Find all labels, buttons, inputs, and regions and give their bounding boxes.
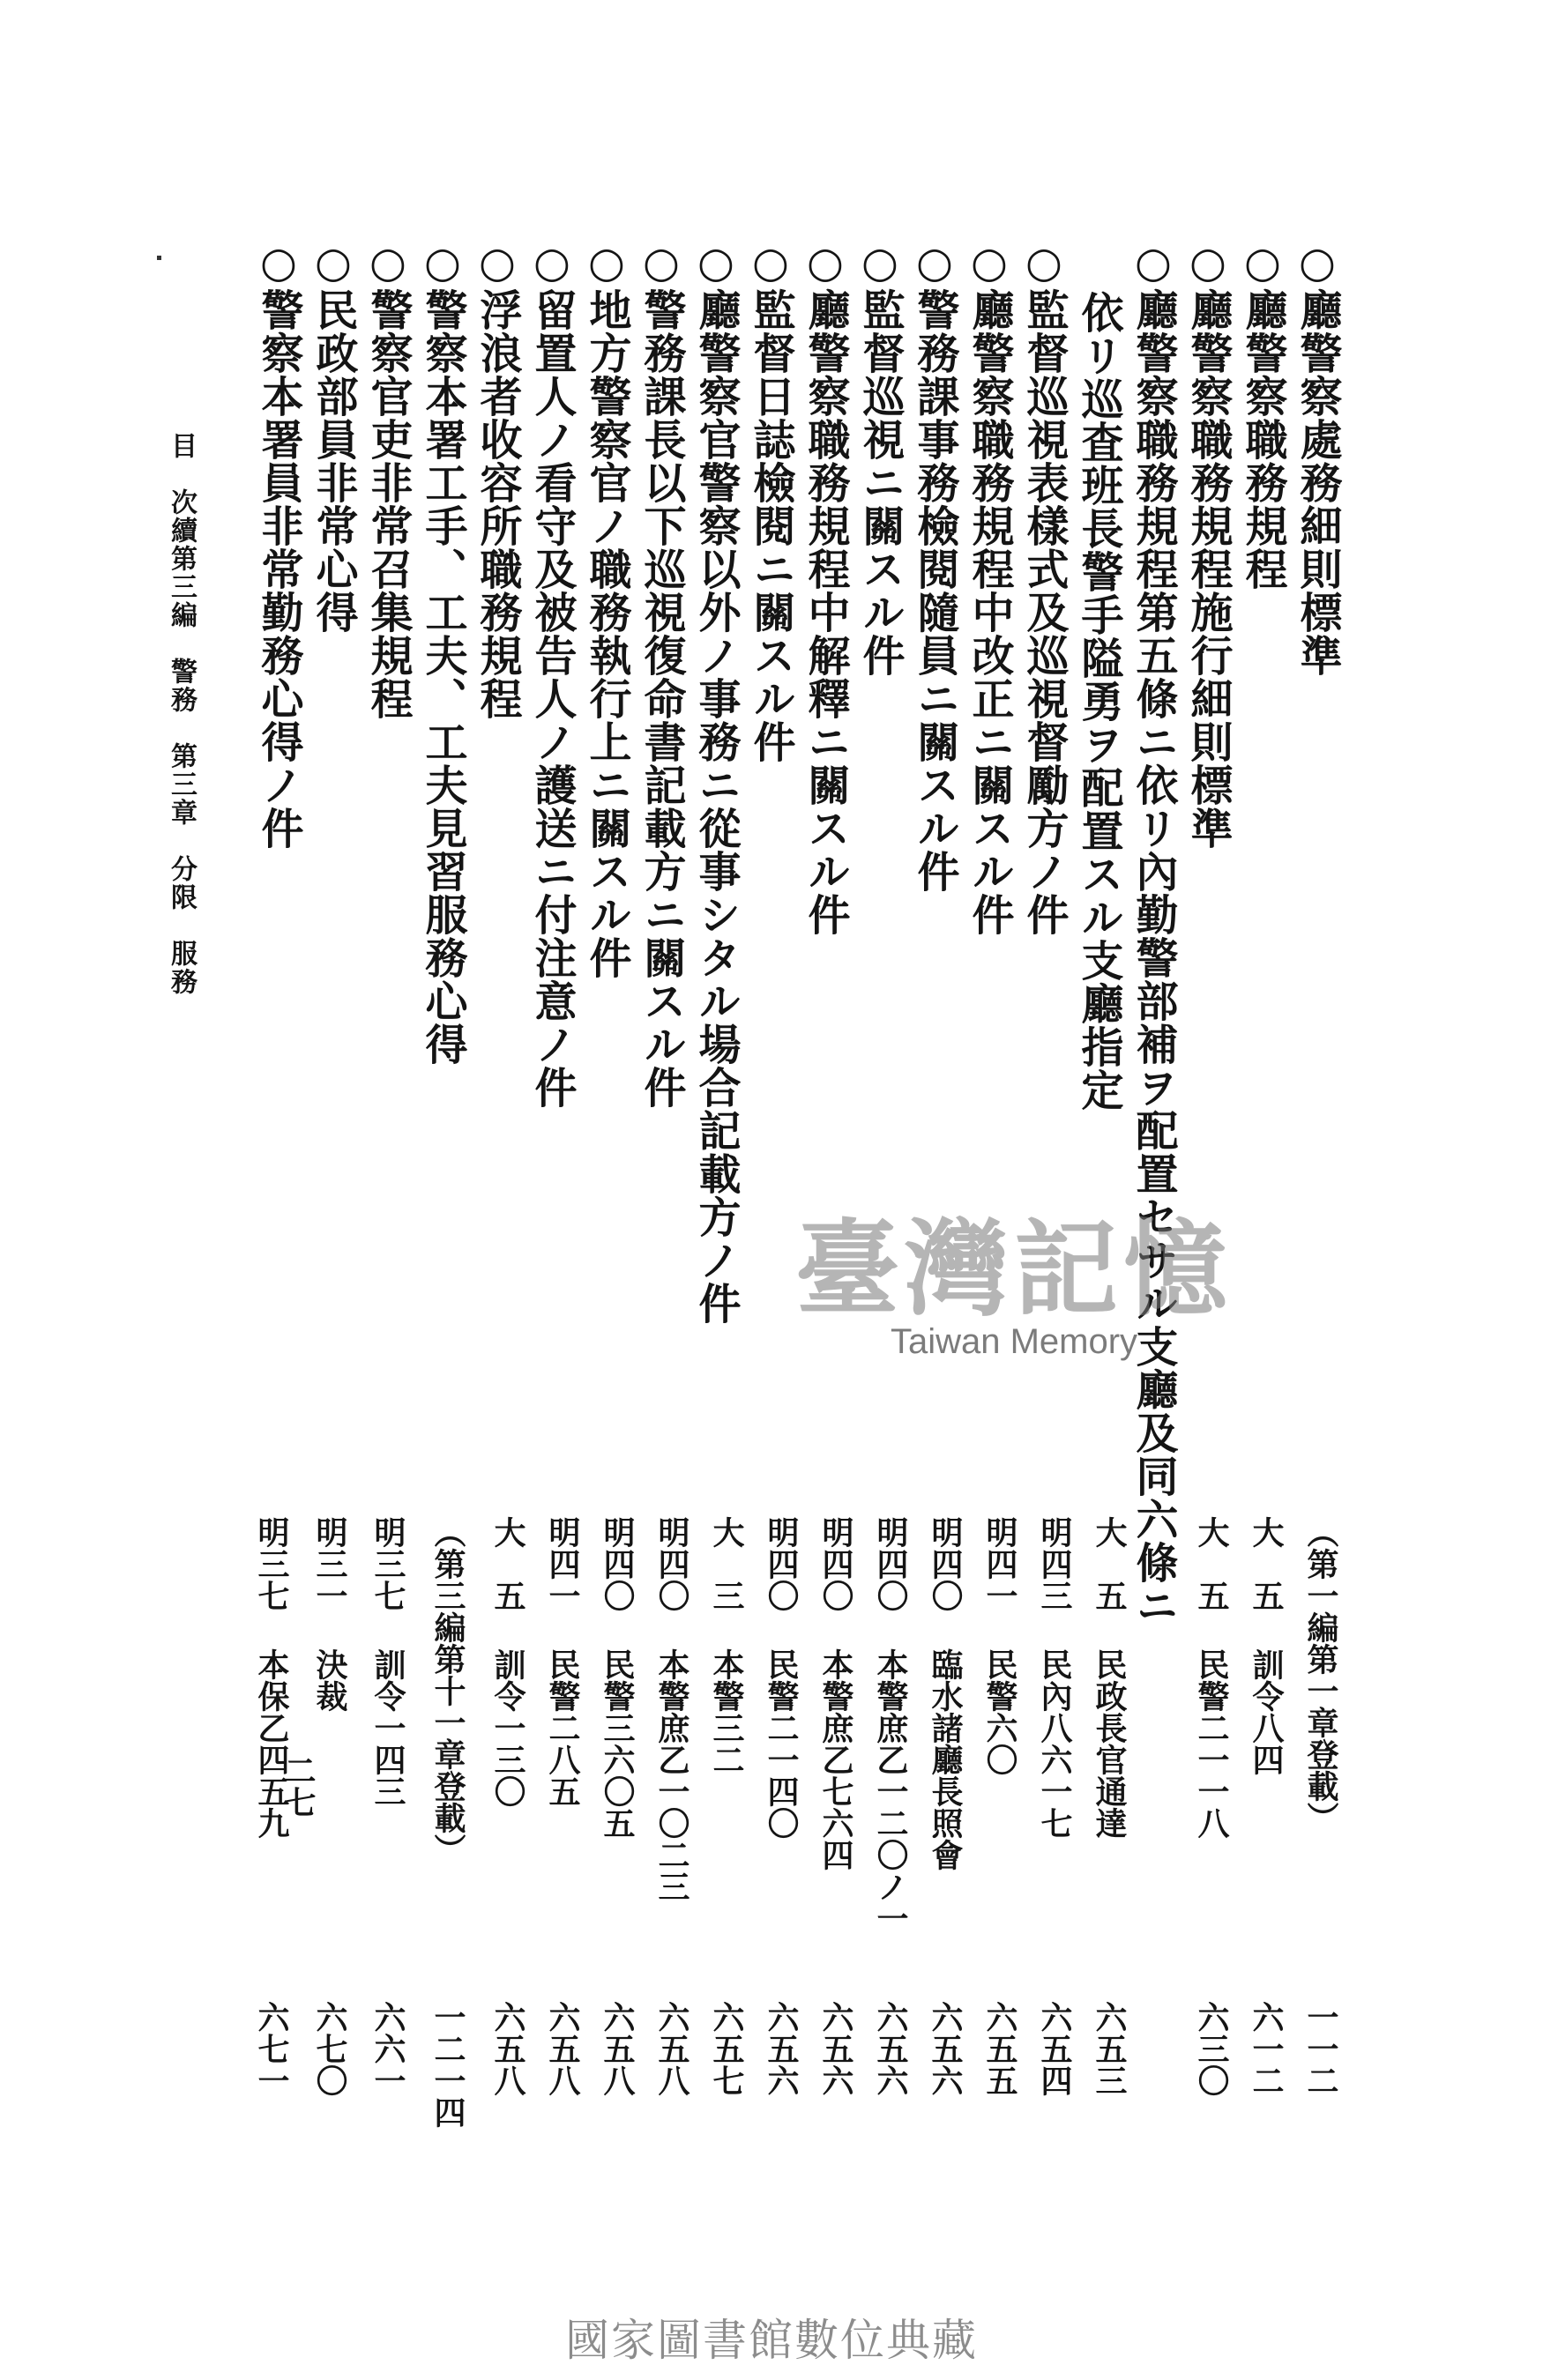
entry-page: 六五八 [544,2001,581,2096]
entry-ref: 訓令一四三 [369,1648,406,1807]
entry-date: 明四一 [544,1516,581,1611]
entry-page: 六五八 [489,2001,526,2096]
entry-title: ○廳警察職務規程中改正ニ關スル件 [965,238,1014,936]
entry-date: 明四一 [981,1516,1018,1611]
entry-title: ○浮浪者收容所職務規程 [473,238,522,720]
page-ref: 一二一四 [429,2001,466,2128]
entry-ref: 民警二一四〇 [763,1648,800,1839]
entry-title: ○廳警察職務規程施行細則標準 [1183,238,1233,850]
entry-page: 六五七 [708,2001,745,2096]
entry-date: 大 三 [708,1516,745,1611]
entry-ref: 民警六〇 [981,1648,1018,1775]
entry-title: ○廳警察處務細則標準 [1293,238,1342,677]
entry-date: 明四〇 [927,1516,964,1611]
entry-title: ○警察本署工手、工夫、工夫見習服務心得 [418,238,467,1066]
entry-page: 六五六 [872,2001,909,2096]
entry-page: 六五五 [981,2001,1018,2096]
entry-title: ○警務課事務檢閱隨員ニ關スル件 [910,238,959,893]
entry-title-continuation: 依リ巡査班長警手隘勇ヲ配置スル支廳指定 [1074,291,1123,1112]
entry-ref: 本警庶乙七六四 [817,1648,854,1871]
watermark-en-text: Taiwan Memory [890,1322,1138,1361]
entry-page: 六六一 [369,2001,406,2096]
entry-page: 六七一 [253,2001,290,2096]
entry-date: 明四三 [1036,1516,1073,1611]
entry-page: 六五八 [653,2001,690,2096]
entry-date: 明三七 [369,1516,406,1611]
entry-ref: 民警二一一八 [1193,1648,1230,1839]
entry-page: 六三〇 [1193,2001,1230,2096]
entry-date: 明三七 [253,1516,290,1611]
entry-title: ○警務課長以下巡視復命書記載方ニ關スル件 [637,238,686,1109]
entry-title: ○民政部員非常心得 [309,238,358,634]
running-header: 目 次續第三編 警務 第三章 分限 服務 [166,432,197,996]
entry-title: ○廳警察職務規程第五條ニ依リ內勤警部補ヲ配置セサル支廳及同六條ニ [1129,238,1178,1627]
watermark-cn-text: 臺灣記憶 [794,1208,1233,1330]
entry-date: 大 五 [489,1516,526,1611]
entry-page: 六一二 [1248,2001,1285,2096]
entry-date: 明四〇 [763,1516,800,1611]
entry-date: 明三一 [311,1516,348,1611]
entry-date: 明四〇 [599,1516,636,1611]
entry-title: ○警察本署員非常勤務心得ノ件 [254,238,303,850]
entry-ref: 訓令八四 [1248,1648,1285,1775]
entry-ref: 民警三六〇五 [599,1648,636,1839]
entry-title: ○廳警察官警察以外ノ事務ニ從事シタル場合記載方ノ件 [691,238,741,1325]
entry-ref: 決裁 [311,1648,348,1712]
entry-ref: 本警三二 [708,1648,745,1775]
entry-ref: 本警庶乙一〇二三 [653,1648,690,1902]
entry-title: ○廳警察職務規程 [1238,238,1287,591]
entry-page: 六五八 [599,2001,636,2096]
entry-ref: 民內八六一七 [1036,1648,1073,1839]
entry-date: 大 五 [1193,1516,1230,1611]
entry-title: ○監督日誌檢閱ニ關スル件 [746,238,795,763]
entry-page: 六五六 [927,2001,964,2096]
entry-page: 六五三 [1091,2001,1128,2096]
entry-page: 六五四 [1036,2001,1073,2096]
entry-title: ○監督巡視ニ關スル件 [855,238,905,677]
entry-page: 六七〇 [311,2001,348,2096]
entry-page: 六五六 [817,2001,854,2096]
entry-title: ○留置人ノ看守及被告人ノ護送ニ付注意ノ件 [527,238,577,1109]
entry-date: 大 五 [1091,1516,1128,1611]
entry-title: ○廳警察職務規程中解釋ニ關スル件 [801,238,850,936]
library-caption: 國家圖書館數位典藏 [565,2315,978,2366]
entry-date: 大 五 [1248,1516,1285,1611]
entry-title: ○警察官吏非常召集規程 [363,238,413,720]
chapter-ref: （第一編第一章登載） [1302,1516,1339,1833]
entry-date: 明四〇 [653,1516,690,1611]
entry-date: 明四〇 [872,1516,909,1611]
entry-ref: 本保乙四五九 [253,1648,290,1839]
entry-date: 明四〇 [817,1516,854,1611]
entry-ref: 本警庶乙一二〇ノ一 [872,1648,909,1934]
entry-ref: 訓令一三〇 [489,1648,526,1807]
entry-ref: 民政長官通達 [1091,1648,1128,1839]
entry-title: ○監督巡視表樣式及巡視督勵方ノ件 [1019,238,1069,936]
taiwan-memory-watermark [767,1208,1261,1366]
page-number: 二七 [280,1754,317,1818]
entry-page: 六五六 [763,2001,800,2096]
margin-mark [157,256,161,260]
entry-ref: 臨水諸廳長照會 [927,1648,964,1871]
chapter-ref: （第三編第十一章登載） [429,1516,466,1865]
entry-ref: 民警二八五 [544,1648,581,1807]
page-ref: 一一二 [1302,2001,1339,2096]
entry-title: ○地方警察官ノ職務執行上ニ關スル件 [582,238,631,979]
